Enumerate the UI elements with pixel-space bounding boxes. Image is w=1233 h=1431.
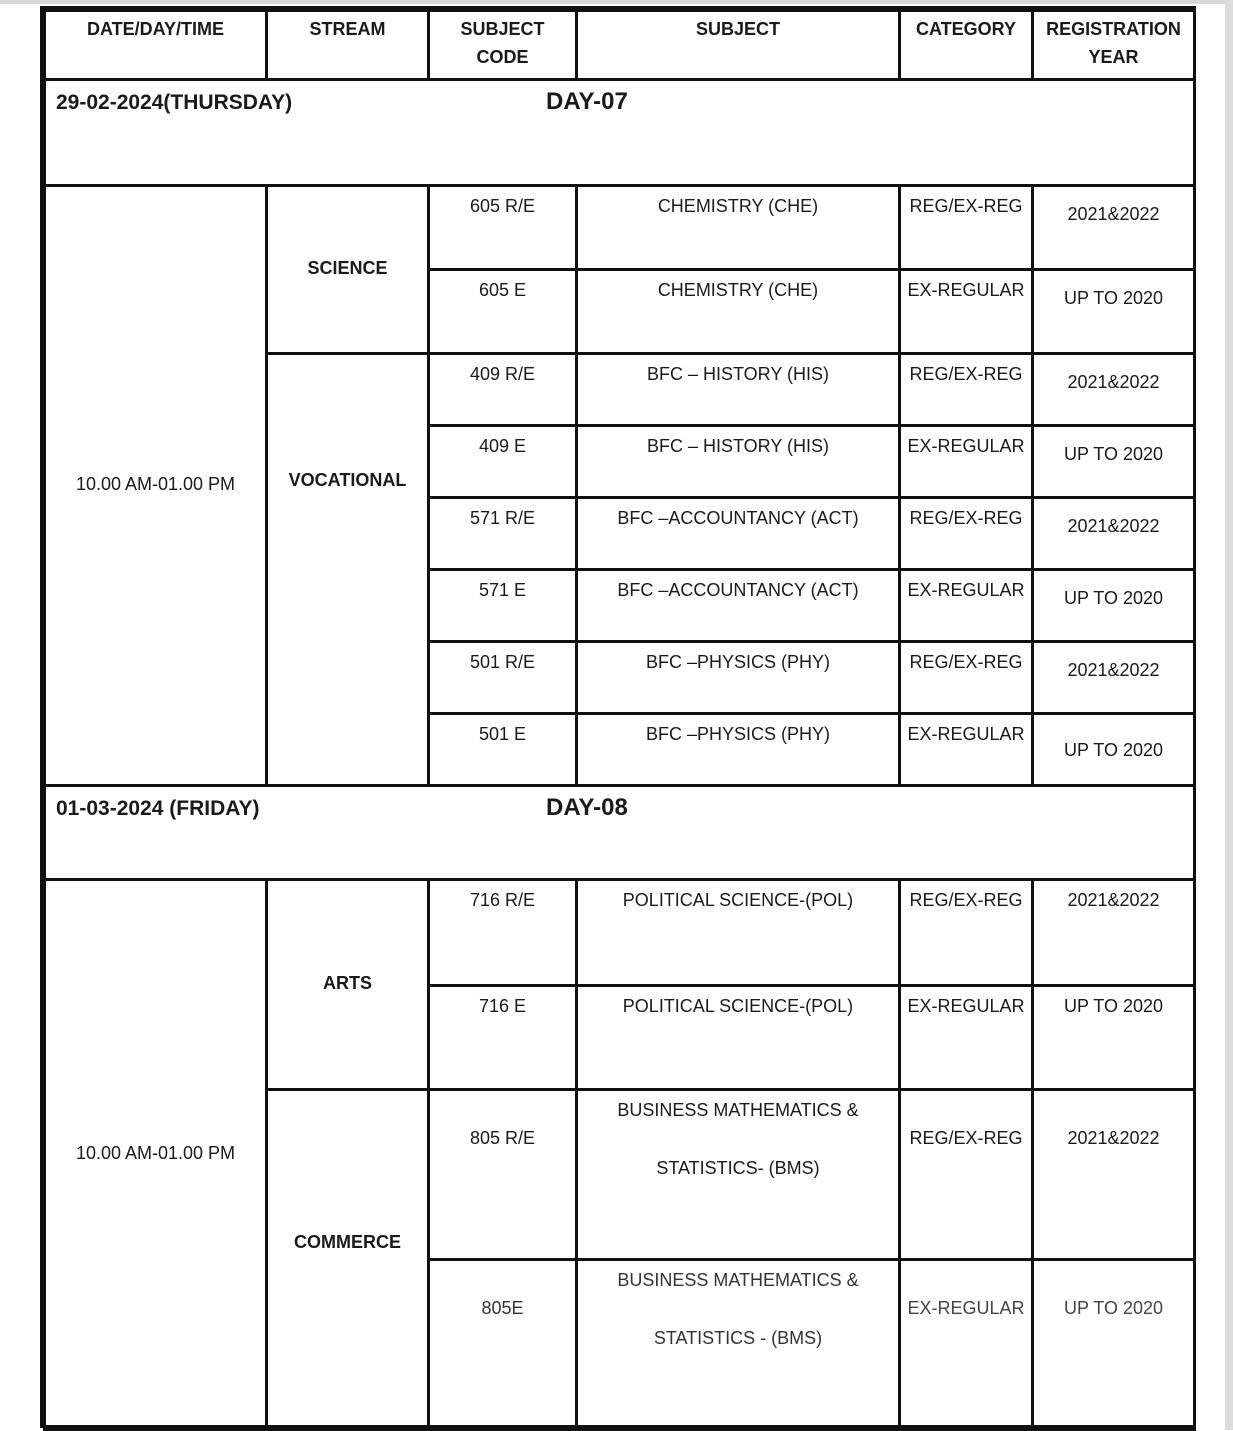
- header-date: DATE/DAY/TIME: [45, 11, 267, 80]
- table-row: [45, 879, 1195, 985]
- header-row: [45, 11, 1195, 80]
- subject-name: BFC –ACCOUNTANCY (ACT): [577, 497, 900, 569]
- registration-year: 2021&2022: [1033, 497, 1195, 569]
- subject-code: 805 R/E: [429, 1089, 577, 1259]
- registration-year: UP TO 2020: [1033, 425, 1195, 497]
- category: EX-REGULAR: [900, 269, 1033, 353]
- subject-name: POLITICAL SCIENCE-(POL): [577, 879, 900, 985]
- scan-edge-right: [1225, 0, 1233, 1430]
- registration-year: 2021&2022: [1033, 353, 1195, 425]
- subject-name: CHEMISTRY (CHE): [577, 269, 900, 353]
- category: EX-REGULAR: [900, 713, 1033, 785]
- header-subject: SUBJECT: [577, 11, 900, 80]
- subject-name: BFC – HISTORY (HIS): [577, 353, 900, 425]
- registration-year: 2021&2022: [1033, 185, 1195, 269]
- subject-line-1: BUSINESS MATHEMATICS &: [617, 1099, 859, 1120]
- subject-name: BFC –ACCOUNTANCY (ACT): [577, 569, 900, 641]
- subject-name: [577, 1089, 900, 1259]
- registration-year: 2021&2022: [1033, 1089, 1195, 1259]
- registration-year: 2021&2022: [1033, 879, 1195, 985]
- subject-code: 571 R/E: [429, 497, 577, 569]
- stream-arts: ARTS: [267, 879, 429, 1089]
- subject-name: BFC – HISTORY (HIS): [577, 425, 900, 497]
- table-row: [45, 185, 1195, 269]
- stream-commerce: COMMERCE: [267, 1089, 429, 1429]
- subject-code: 716 E: [429, 985, 577, 1089]
- day-row: [45, 785, 1195, 879]
- stream-science: SCIENCE: [267, 185, 429, 353]
- subject-name: BFC –PHYSICS (PHY): [577, 713, 900, 785]
- stream-vocational: VOCATIONAL: [267, 353, 429, 785]
- header-code: SUBJECT CODE: [429, 11, 577, 80]
- category: REG/EX-REG: [900, 497, 1033, 569]
- subject-code: 605 R/E: [429, 185, 577, 269]
- category: REG/EX-REG: [900, 353, 1033, 425]
- subject-code: 805E: [429, 1259, 577, 1429]
- scan-edge-top: [0, 0, 1233, 4]
- header-year: REGISTRATION YEAR: [1033, 11, 1195, 80]
- registration-year: UP TO 2020: [1033, 985, 1195, 1089]
- subject-code: 605 E: [429, 269, 577, 353]
- subject-name: CHEMISTRY (CHE): [577, 185, 900, 269]
- day-date: 29-02-2024(THURSDAY): [56, 90, 293, 114]
- category: EX-REGULAR: [900, 1259, 1033, 1429]
- subject-code: 409 R/E: [429, 353, 577, 425]
- day-banner: [45, 785, 1195, 879]
- header-category: CATEGORY: [900, 11, 1033, 80]
- category: REG/EX-REG: [900, 879, 1033, 985]
- time-slot: 10.00 AM-01.00 PM: [45, 879, 267, 1429]
- registration-year: 2021&2022: [1033, 641, 1195, 713]
- registration-year: UP TO 2020: [1033, 269, 1195, 353]
- day-label: DAY-08: [546, 793, 628, 821]
- subject-name: BFC –PHYSICS (PHY): [577, 641, 900, 713]
- day-label: DAY-07: [546, 87, 628, 115]
- subject-code: 501 E: [429, 713, 577, 785]
- day-row: [45, 79, 1195, 185]
- day-banner: [45, 79, 1195, 185]
- category: EX-REGULAR: [900, 425, 1033, 497]
- subject-line-2: STATISTICS - (BMS): [653, 1327, 823, 1348]
- category: EX-REGULAR: [900, 569, 1033, 641]
- subject-line-1: BUSINESS MATHEMATICS &: [617, 1269, 859, 1290]
- category: EX-REGULAR: [900, 985, 1033, 1089]
- time-slot: 10.00 AM-01.00 PM: [45, 185, 267, 785]
- subject-name: POLITICAL SCIENCE-(POL): [577, 985, 900, 1089]
- subject-code: 501 R/E: [429, 641, 577, 713]
- exam-schedule-table: [43, 9, 1196, 1431]
- category: REG/EX-REG: [900, 641, 1033, 713]
- subject-code: 409 E: [429, 425, 577, 497]
- subject-code: 571 E: [429, 569, 577, 641]
- registration-year: UP TO 2020: [1033, 713, 1195, 785]
- header-stream: STREAM: [267, 11, 429, 80]
- category: REG/EX-REG: [900, 1089, 1033, 1259]
- category: REG/EX-REG: [900, 185, 1033, 269]
- day-date: 01-03-2024 (FRIDAY): [56, 796, 260, 820]
- subject-code: 716 R/E: [429, 879, 577, 985]
- registration-year: UP TO 2020: [1033, 1259, 1195, 1429]
- registration-year: UP TO 2020: [1033, 569, 1195, 641]
- exam-schedule-sheet: [40, 6, 1196, 1428]
- subject-line-2: STATISTICS- (BMS): [656, 1157, 820, 1178]
- subject-name: [577, 1259, 900, 1429]
